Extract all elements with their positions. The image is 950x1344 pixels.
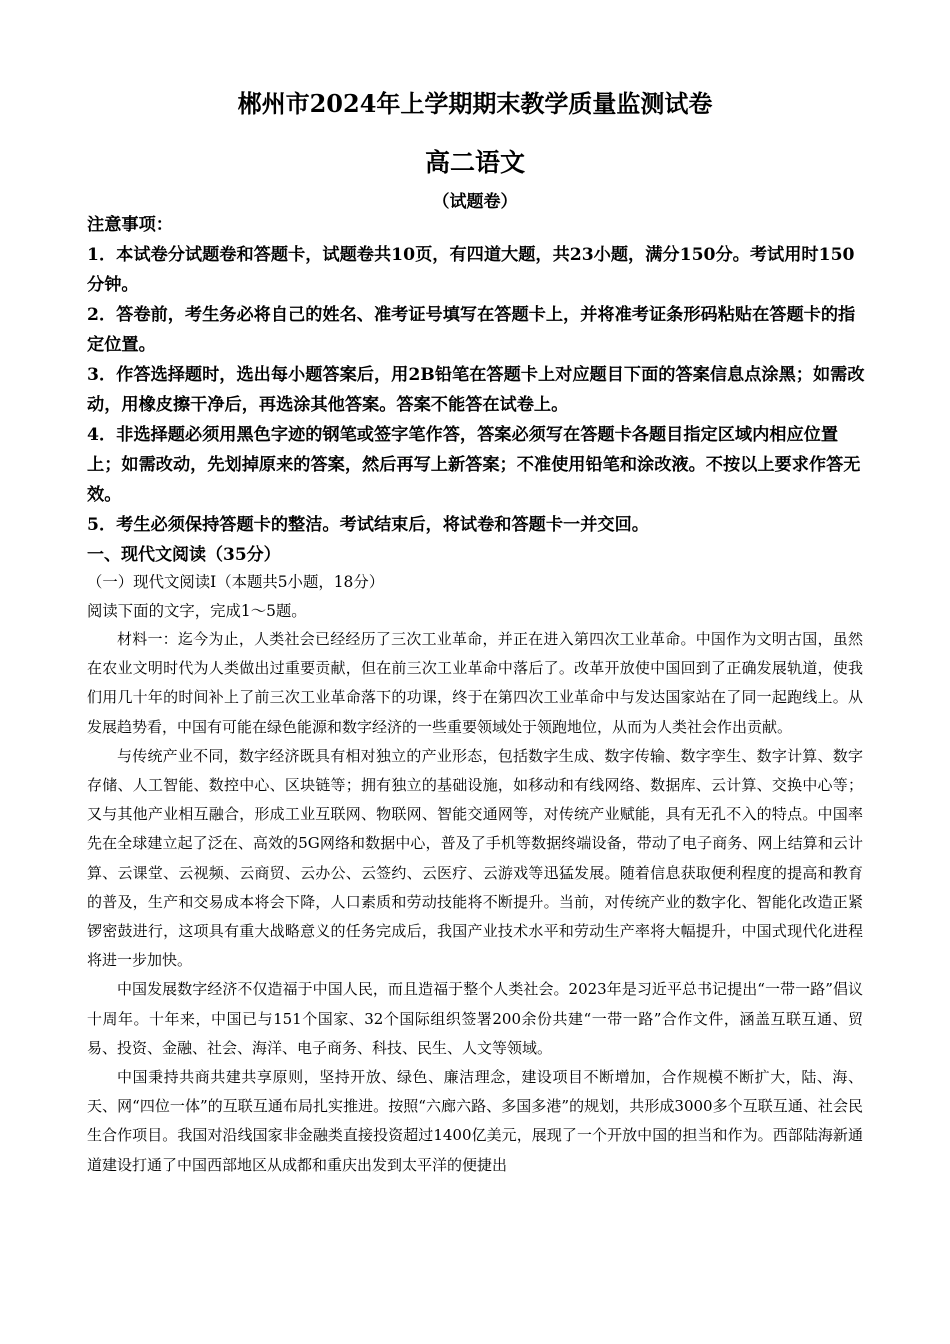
passage-paragraph: 中国秉持共商共建共享原则，坚持开放、绿色、廉洁理念，建设项目不断增加，合作规模不断扩大，陆、海、天、网“四位一体”的互联互通布局扎实推进。按照“六廊六路、多国多港”的规划，共形成3000多个互联互通、社会民生合作项目。我国对沿线国家非金融类直接投资超过1400亿美元，展现了一个开放中国的担当和作为。西部陆海新通道建设打通了中国西部地区从成都和重庆出发到太平洋的便捷出: [87, 1068, 863, 1174]
passage-paragraph: 与传统产业不同，数字经济既具有相对独立的产业形态，包括数字生成、数字传输、数字孪生、数字计算、数字存储、人工智能、数控中心、区块链等；拥有独立的基础设施，如移动和有线网络、数据库、云计算、交换中心等；又与其他产业相互融合，形成工业互联网、物联网、智能交通网等，对传统产业赋能，具有无孔不入的特点。中国率先在全球建立起了泛在、高效的5G网络和数据中心，普及了手机等数据终端设备，带动了电子商务、网上结算和云计算、云课堂、云视频、云商贸、云办公、云签约、云医疗、云游戏等迅猛发展。随着信息获取便利程度的提高和教育的普及，生产和交易成本将会下降，人口素质和劳动技能将不断提升。当前，对传统产业的数字化、智能化改造正紧锣密鼓进行，这项具有重大战略意义的任务完成后，我国产业技术水平和劳动生产率将大幅提升，中国式现代化进程将进一步加快。: [87, 746, 863, 970]
notice-item: 3．作答选择题时，选出每小题答案后，用2B铅笔在答题卡上对应题目下面的答案信息点涂黑；如需改动，用橡皮擦干净后，再选涂其他答案。答案不能答在试卷上。: [87, 365, 865, 415]
notice-item: 2．答卷前，考生务必将自己的姓名、准考证号填写在答题卡上，并将准考证条形码粘贴在答题卡的指定位置。: [87, 305, 856, 355]
paper-type-label: （试题卷）: [432, 192, 518, 212]
subject-title: 高二语文: [424, 148, 525, 177]
notice-item: 5．考生必须保持答题卡的整洁。考试结束后，将试卷和答题卡一并交回。: [87, 515, 649, 535]
notice-item: 4．非选择题必须用黑色字迹的钢笔或签字笔作答，答案必须写在答题卡各题目指定区域内相应位置上；如需改动，先划掉原来的答案，然后再写上新答案；不准使用铅笔和涂改液。不按以上要求作答无效。: [87, 425, 861, 505]
section-heading: 一、现代文阅读（35分）: [87, 545, 281, 565]
passage-paragraph: 中国发展数字经济不仅造福于中国人民，而且造福于整个人类社会。2023年是习近平总书记提出“一带一路”倡议十周年。十年来，中国已与151个国家、32个国际组织签署200余份共建“一带一路”合作文件，涵盖互联互通、贸易、投资、金融、社会、海洋、电子商务、科技、民生、人文等领域。: [87, 980, 863, 1057]
notice-item: 1．本试卷分试题卷和答题卡，试题卷共10页，有四道大题，共23小题，满分150分。考试用时150分钟。: [87, 245, 855, 295]
reading-instruction: 阅读下面的文字，完成1～5题。: [87, 602, 307, 620]
notice-block: [87, 210, 867, 540]
exam-title: 郴州市2024年上学期期末教学质量监测试卷: [237, 89, 713, 118]
reading-passage: [87, 625, 863, 1180]
passage-paragraph: 材料一：迄今为止，人类社会已经经历了三次工业革命，并正在进入第四次工业革命。中国作为文明古国，虽然在农业文明时代为人类做出过重要贡献，但在前三次工业革命中落后了。改革开放使中国回到了正确发展轨道，使我们用几十年的时间补上了前三次工业革命落下的功课，终于在第四次工业革命中与发达国家站在了同一起跑线上。从发展趋势看，中国有可能在绿色能源和数字经济的一些重要领域处于领跑地位，从而为人类社会作出贡献。: [87, 630, 863, 736]
notice-heading: 注意事项：: [87, 215, 173, 235]
sub-section-heading: （一）现代文阅读Ⅰ（本题共5小题，18分）: [87, 573, 385, 591]
